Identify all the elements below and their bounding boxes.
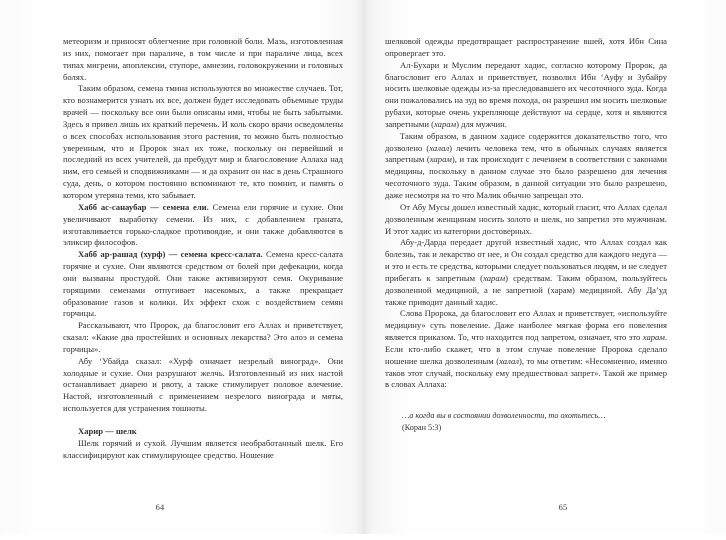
- subheading-kharir: Харир — шелк: [78, 426, 137, 436]
- text-column-right: [385, 36, 667, 434]
- definition-body: Семена ели горячие и сухие. Они увеличивают выработку семени. Из них, с добавлением граната, изготавливается горько-сладкое противоядие, и они также добавляются в эликсир философов.: [63, 201, 343, 248]
- arabic-term: халал: [429, 142, 450, 153]
- paragraph-continued: метеоризм и приносят облегчение при головной боли. Мазь, изготовленная из них, помогает при параличе, в том числе и при параличе лица, всех типах мигрени, апоплексии, ступоре, амнезии, головокружении и головных болях.: [63, 36, 343, 82]
- paragraph-continued: шелковой одежды предотвращает распространение вшей, хотя Ибн Сина опровергает это.: [385, 36, 667, 58]
- page-right: [363, 0, 726, 540]
- quran-quotation: [385, 410, 667, 434]
- arabic-term: харам: [483, 272, 506, 283]
- quran-verse-reference: (Коран 5:3): [402, 423, 442, 433]
- paragraph-prophet-command: Слова Пророка, да благословит его Аллах и приветствует, «используйте медицину» суть повеление. Даже наиболее мягкая форма его повеления является приказом. То, что находится под запретом, означает, что это харам. Если кто-либо скажет, что в этом случае повеление Пророка сделало ношение шелка дозволенным (халал), то мы ответим: «Несомненно, именно таков этот случай, поскольку ему предшествовал запрет». Такой же пример в словах Аллаха:: [385, 308, 667, 390]
- quran-verse-text: …а когда вы в состоянии дозволенности, то охотьтесь…: [402, 411, 606, 421]
- definition-lemma: Хабб ас-санаубар — семена ели.: [78, 201, 209, 212]
- paragraph-hadith-bukhari-muslim: Ал-Бухари и Муслим передают хадис, согласно которому Пророк, да благословит его Аллах и приветствует, позволил Ибн ‘Ауфу и Зубайру носить шелковые одежды из-за преследовавшего их чесоточного зуда. Когда они пожаловались на зуд во время похода, он разрешил им носить шелковые рубахи, которые очень укрепляюще действуют на сердце, хотя и являются запретными (харам) для мужчин.: [385, 59, 667, 129]
- arabic-term: харам: [642, 332, 665, 343]
- page-number-right: 65: [558, 503, 568, 512]
- definition-khabb-as-sanaubar: [63, 202, 343, 249]
- definition-khabb-ar-rashad: [63, 249, 343, 320]
- arabic-term: халал: [499, 355, 519, 366]
- definition-lemma: Хабб ар-рашад (хурф) — семена кресс-салата.: [78, 249, 263, 260]
- arabic-term: харам: [433, 118, 457, 129]
- paragraph-hadith-abu-darda: Абу-д-Дарда передает другой известный хадис, что Аллах создал как болезнь, так и лекарство от нее, и Он создал средство для каждого недуга — и это и есть те средства, которыми следует пользоваться людям, и не следует прибегать к запретным (харам) средствам. Таким образом, пользуйтесь дозволенной медициной, а не запретной (харам) медициной. Абу Да’уд также приводит данный хадис.: [385, 237, 667, 307]
- paragraph: Шелк горячий и сухой. Лучшим является необработанный шелк. Его классифицируют как стимулирующее средство. Ношение: [63, 437, 343, 460]
- paragraph: Рассказывают, что Пророк, да благословит его Аллах и приветствует, сказал: «Какие два простейших и основных лекарства? Это алоэ и семена горчицы».: [63, 320, 343, 354]
- definition-body: Семена кресс-салата горячие и сухие. Они являются средством от болей при дефекации, когда они вызваны простудой. Они также активизируют семя. Окуривание горящими семенами отпугивает насекомых, а также прекращает образование газов и колики. Их эффект схож с воздействием семян горчицы.: [63, 249, 343, 319]
- paragraph: Абу ‘Убайда сказал: «Хурф означает незрелый виноград». Они холодные и сухие. Они разрушают желчь. Изготовленный из них настой останавливает диарею и рвоту, а также стимулирует половое влечение. Настой, изготовленный с применением незрелого винограда и мяты, используется для устранения тошноты.: [63, 355, 343, 414]
- page-number-left: 64: [155, 503, 165, 512]
- paragraph-hadith-abu-musa: От Абу Мусы дошел известный хадис, который гласит, что Аллах сделал дозволенным женщинам носить золото и шелк, но запретил это мужчинам. И этот хадис из категории достоверных.: [385, 201, 667, 236]
- paragraph: Таким образом, семена тмина используются во множестве случаев. Тот, кто вознамерится узнать их все, должен будет исследовать объемные труды врачей — поскольку все они были описаны ими, чтобы не быть забытыми. Здесь я привел лишь их краткий перечень. И коль скоро врачи осведомлены о всех способах использования этого растения, то можно быть полностью уверенным, что и Пророк знал их тоже, поскольку он первейший и последний из всех учителей, да пребудут мир и благословение Аллаха над ним, его семьей и сподвижниками — и да охранит он нас в день Страшного суда, день, о котором постоянно вспоминают те, кто помнит, и память о котором утеряна теми, кто забывает.: [63, 83, 343, 200]
- paragraph-halal-haram-proof: Таким образом, в данном хадисе содержится доказательство того, что дозволено (халал) лечить человека тем, что в обычных случаях является запретным (харам), и так происходит с лечением в соответствии с законами медицины, поскольку в данном случае это было разрешено для лечения чесоточного зуда. Таким образом, в данной ситуации это было разрешено, даже несмотря на то что Малик обычно запрещал это.: [385, 130, 667, 200]
- text-column-left: [63, 36, 343, 462]
- arabic-term: харам: [429, 154, 452, 165]
